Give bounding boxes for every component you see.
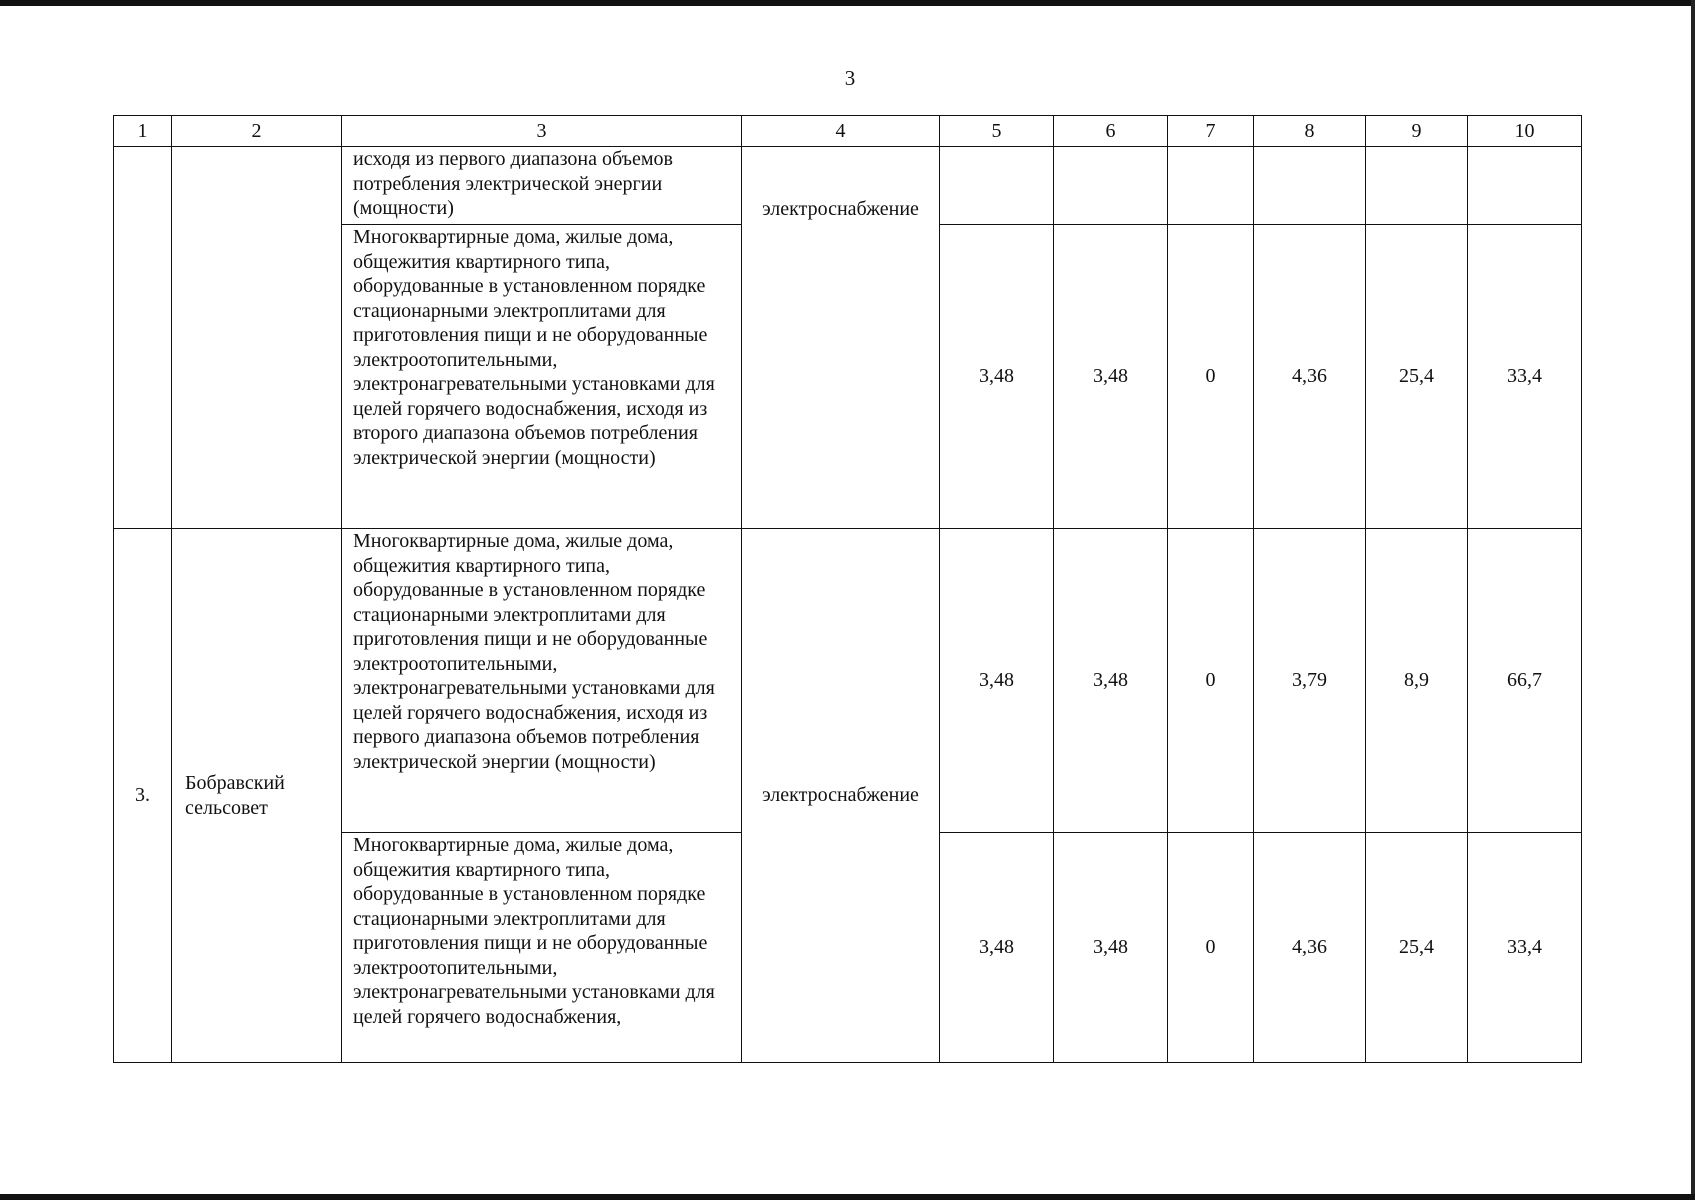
header-cell-3: 3: [342, 116, 742, 147]
consumer-category-cell: исходя из первого диапазона объемов потребления электрической энергии (мощности): [342, 147, 742, 225]
value-cell: 0: [1168, 225, 1254, 529]
service-type-cell: электроснабжение: [742, 529, 940, 1063]
value-cell: [1468, 147, 1582, 225]
value-cell: 0: [1168, 833, 1254, 1063]
scan-edge-bottom: [0, 1194, 1695, 1200]
header-cell-1: 1: [114, 116, 172, 147]
value-cell: 4,36: [1254, 225, 1366, 529]
consumer-category-cell: Многоквартирные дома, жилые дома, общежития квартирного типа, оборудованные в установленном порядке стационарными электроплитами для приготовления пищи и не оборудованные электроотопительными, электронагревательными установками для целей горячего водоснабжения, исходя из второго диапазона объемов потребления электрической энергии (мощности): [342, 225, 742, 529]
value-cell: 3,79: [1254, 529, 1366, 833]
header-cell-6: 6: [1054, 116, 1168, 147]
value-cell: 3,48: [1054, 833, 1168, 1063]
tariff-table: [113, 115, 1582, 1063]
table-row: [114, 147, 1582, 225]
header-cell-10: 10: [1468, 116, 1582, 147]
consumer-category-cell: Многоквартирные дома, жилые дома, общежития квартирного типа, оборудованные в установленном порядке стационарными электроплитами для приготовления пищи и не оборудованные электроотопительными, электронагревательными установками для целей горячего водоснабжения,: [342, 833, 742, 1063]
header-cell-9: 9: [1366, 116, 1468, 147]
page-number: 3: [844, 66, 856, 90]
header-cell-8: 8: [1254, 116, 1366, 147]
value-cell: 3,48: [940, 225, 1054, 529]
header-cell-4: 4: [742, 116, 940, 147]
scan-edge-right: [1691, 0, 1695, 1200]
value-cell: 25,4: [1366, 225, 1468, 529]
settlement-name-cell: Бобравский сельсовет: [172, 529, 342, 1063]
value-cell: 3,48: [1054, 225, 1168, 529]
value-cell: 25,4: [1366, 833, 1468, 1063]
header-cell-5: 5: [940, 116, 1054, 147]
value-cell: 33,4: [1468, 225, 1582, 529]
value-cell: 33,4: [1468, 833, 1582, 1063]
value-cell: [940, 147, 1054, 225]
value-cell: 8,9: [1366, 529, 1468, 833]
table-row: [114, 529, 1582, 833]
value-cell: 4,36: [1254, 833, 1366, 1063]
value-cell: [1168, 147, 1254, 225]
header-cell-2: 2: [172, 116, 342, 147]
row-number-cell: [114, 147, 172, 529]
consumer-category-cell: Многоквартирные дома, жилые дома, общежития квартирного типа, оборудованные в установленном порядке стационарными электроплитами для приготовления пищи и не оборудованные электроотопительными, электронагревательными установками для целей горячего водоснабжения, исходя из первого диапазона объемов потребления электрической энергии (мощности): [342, 529, 742, 833]
value-cell: 0: [1168, 529, 1254, 833]
header-row: [114, 116, 1582, 147]
header-cell-7: 7: [1168, 116, 1254, 147]
value-cell: 3,48: [940, 529, 1054, 833]
value-cell: [1366, 147, 1468, 225]
service-type-cell: электроснабжение: [742, 147, 940, 529]
value-cell: 3,48: [940, 833, 1054, 1063]
value-cell: 66,7: [1468, 529, 1582, 833]
row-number-cell: 3.: [114, 529, 172, 1063]
value-cell: 3,48: [1054, 529, 1168, 833]
value-cell: [1254, 147, 1366, 225]
value-cell: [1054, 147, 1168, 225]
settlement-name-cell: [172, 147, 342, 529]
scan-edge-top: [0, 0, 1695, 6]
